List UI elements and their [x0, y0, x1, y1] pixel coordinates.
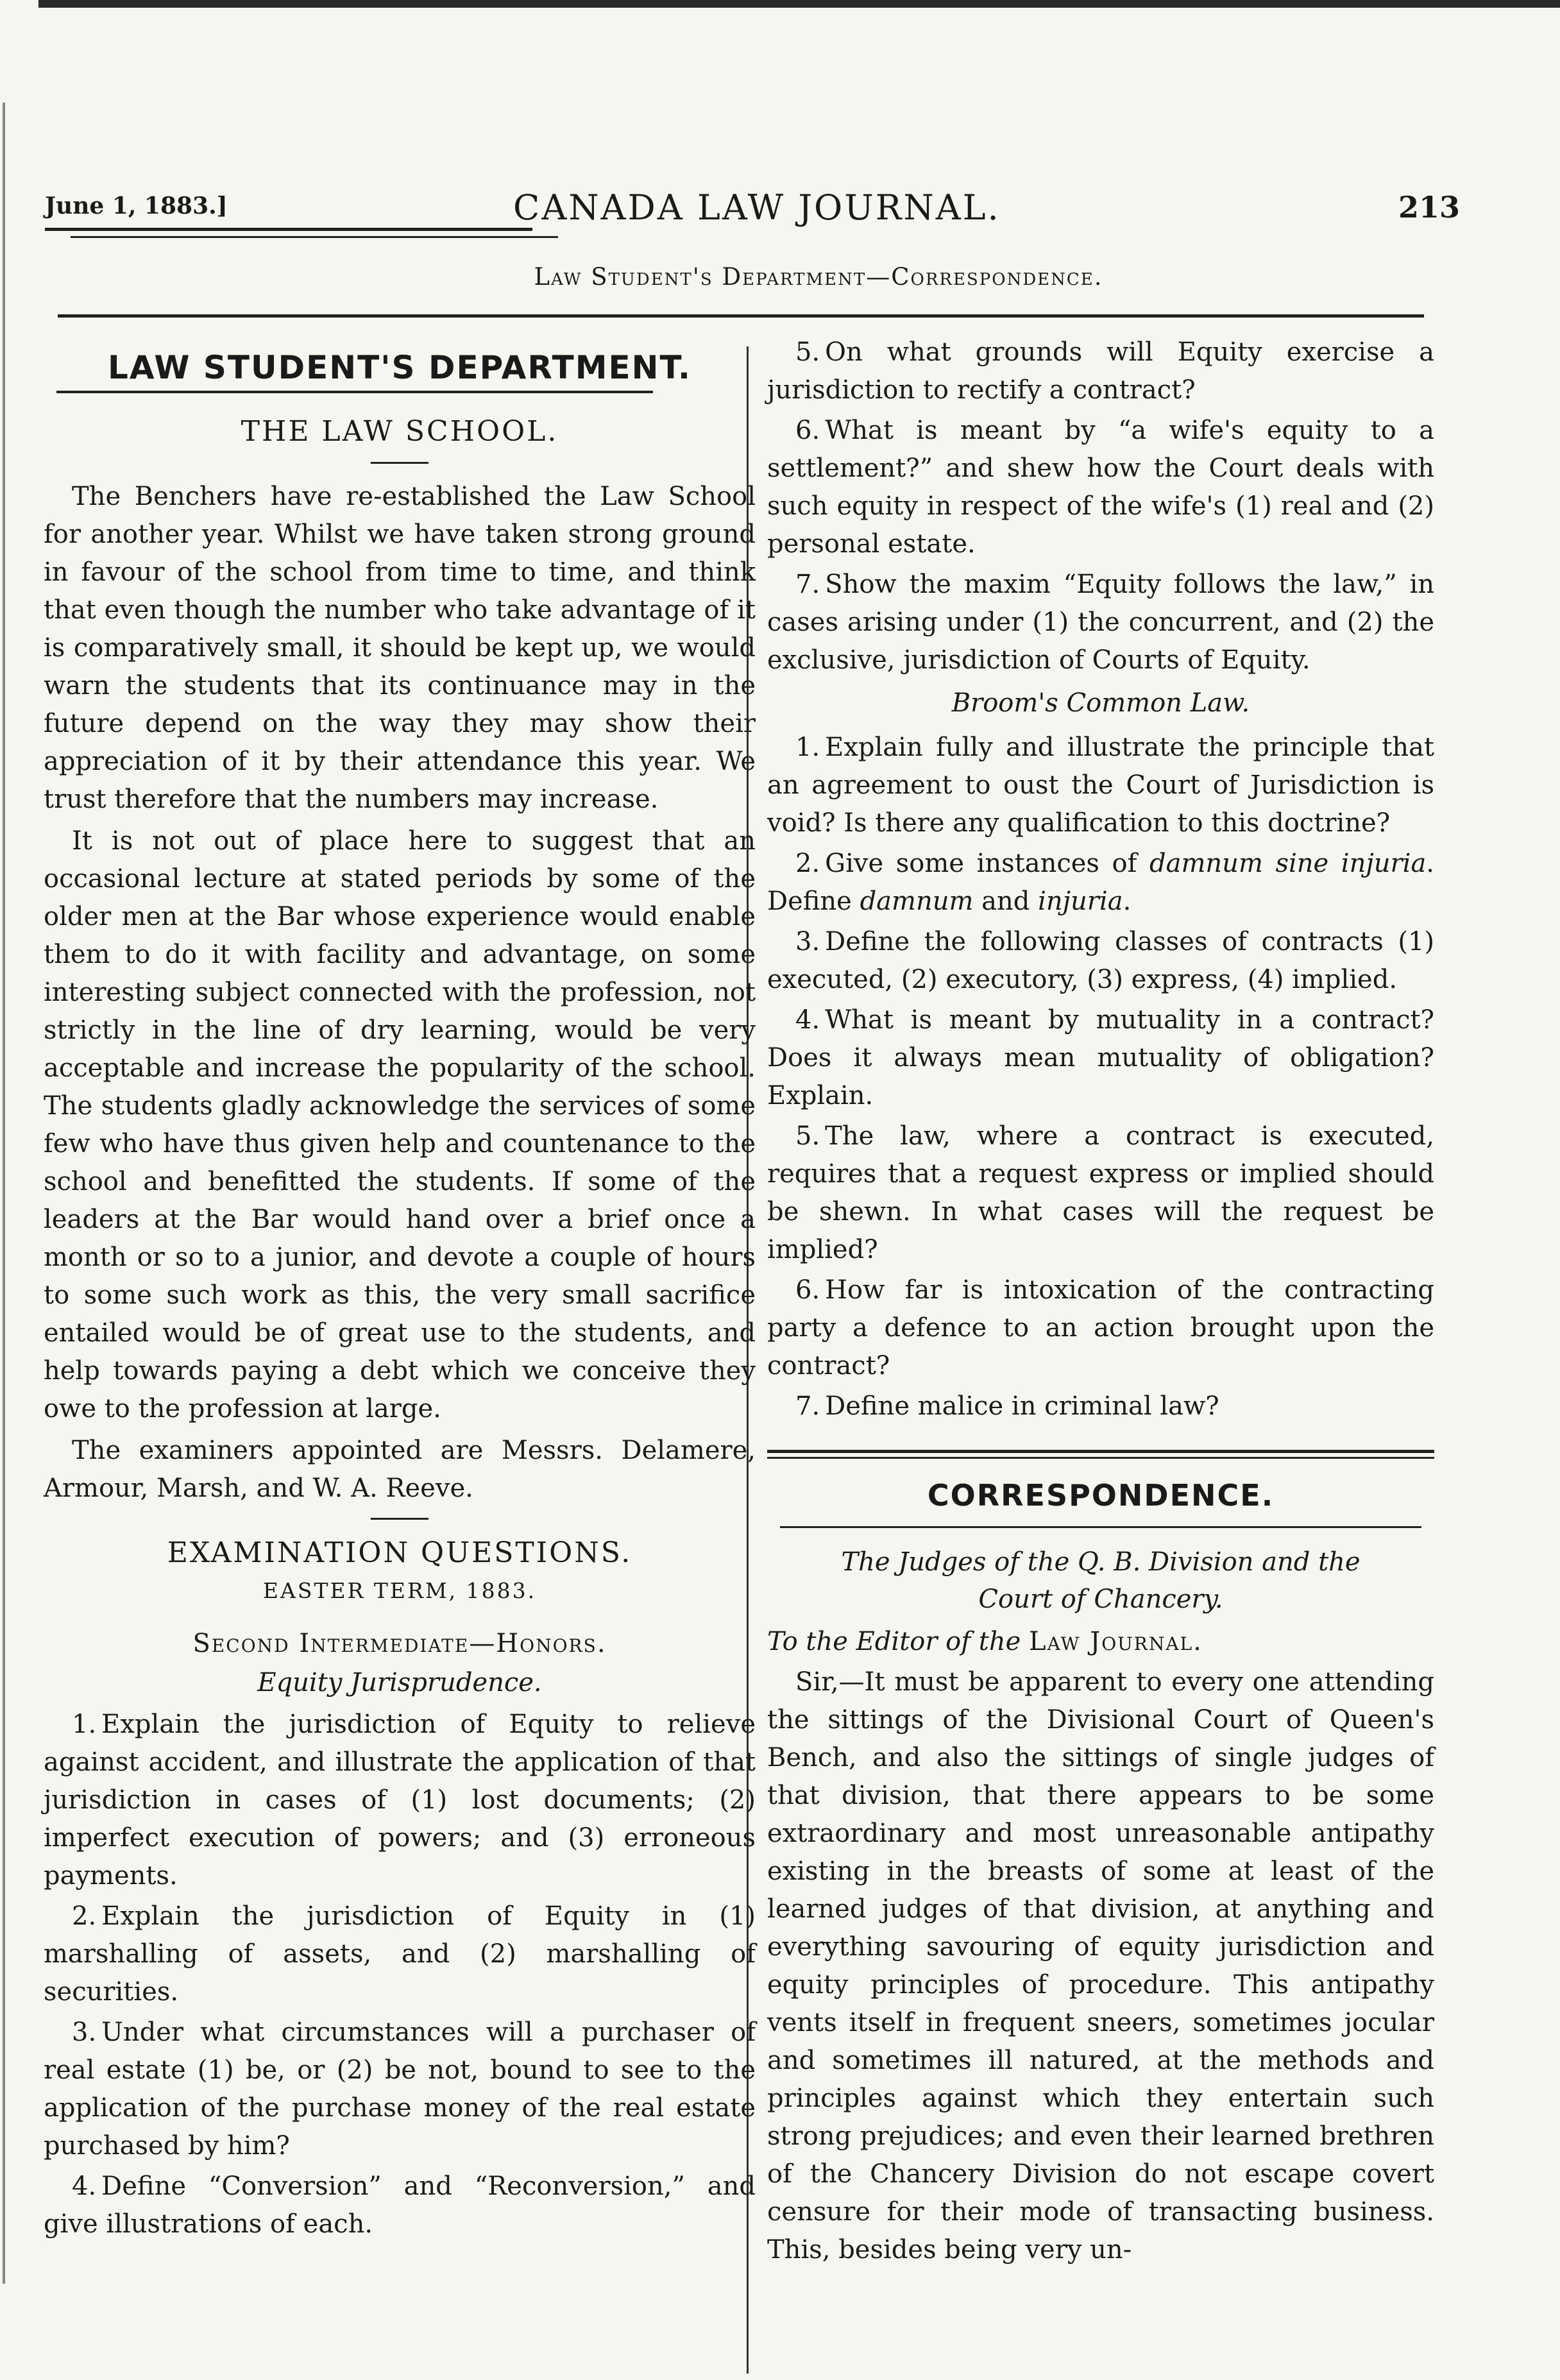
question-text-e: and — [973, 887, 1039, 916]
equity-heading: Equity Jurisprudence. — [257, 1668, 542, 1697]
department-title-rule — [56, 391, 653, 393]
exam-level: Second Intermediate—Honors. — [192, 1629, 607, 1658]
to-editor-prefix: To the Editor of the — [767, 1627, 1021, 1656]
question-text: How far is intoxication of the contracting party a defence to an action brought upon the contract? — [767, 1275, 1434, 1381]
right-column — [767, 334, 1434, 2273]
question-text: Show the maxim “Equity follows the law,” in cases arising under (1) the concurrent, and (2) the exclusive, jurisdiction of Courts of Equity. — [767, 570, 1434, 675]
question-text-a: Give some instances of — [825, 849, 1150, 878]
latin-term: injuria — [1038, 887, 1123, 916]
broom-question-6 — [767, 1271, 1434, 1385]
question-text-g: . — [1123, 887, 1132, 916]
correspondence-heading: CORRESPONDENCE. — [927, 1478, 1275, 1513]
equity-question-4 — [44, 2168, 756, 2243]
correspondence-rule — [780, 1526, 1421, 1528]
question-text: Explain fully and illustrate the principle that an agreement to oust the Court of Jurisdiction is void? Is there any qualification to this doctrine? — [767, 733, 1434, 838]
law-school-heading: THE LAW SCHOOL. — [241, 415, 559, 448]
question-number: 7. — [795, 1391, 820, 1421]
head-rule-2 — [71, 236, 558, 238]
left-column — [44, 334, 756, 2246]
question-number: 6. — [795, 416, 820, 445]
question-text: What is meant by mutuality in a contract? Does it always mean mutuality of obligation? Explain. — [767, 1005, 1434, 1110]
broom-question-1 — [767, 729, 1434, 842]
question-number: 5. — [795, 1121, 820, 1151]
issue-date: June 1, 1883.] — [45, 192, 228, 219]
equity-question-3 — [44, 2014, 756, 2165]
short-rule — [371, 462, 428, 464]
department-title: LAW STUDENT'S DEPARTMENT. — [108, 349, 691, 386]
short-rule — [371, 1518, 428, 1520]
equity-question-5 — [767, 334, 1434, 409]
question-text: Explain the jurisdiction of Equity in (1) marshalling of assets, and (2) marshalling of securities. — [44, 1901, 756, 2007]
equity-question-6 — [767, 412, 1434, 563]
head-rule-1 — [45, 228, 532, 231]
examiners-paragraph: The examiners appointed are Messrs. Delamere, Armour, Marsh, and W. A. Reeve. — [44, 1436, 756, 1503]
question-number: 3. — [795, 927, 820, 956]
question-number: 1. — [795, 733, 820, 762]
question-number: 6. — [795, 1275, 820, 1305]
question-text: Under what circumstances will a purchaser of real estate (1) be, or (2) be not, bound to see to the application of the purchase money of the real estate purchased by him? — [44, 2018, 756, 2161]
to-editor-journal: Law Journal. — [1029, 1627, 1203, 1656]
letter-body: Sir,—It must be apparent to every one attending the sittings of the Divisional Court of Queen's Bench, and also the sittings of single judges of that division, that there appears to be some extraordinary and most unreasonable antipathy existing in the breasts of some at least of the learned judges of that division, at anything and everything savouring of equity jurisdiction and equity principles of procedure. This antipathy vents itself in frequent sneers, sometimes jocular and sometimes ill natured, at the methods and principles against which they entertain such strong prejudices; and even their learned brethren of the Chancery Division do not escape covert censure for their mode of transacting business. This, besides being very un- — [767, 1667, 1434, 2265]
section-rule — [58, 314, 1424, 318]
broom-question-2 — [767, 845, 1434, 921]
law-school-paragraph-2: It is not out of place here to suggest that an occasional lecture at stated periods by some of the older men at the Bar whose experience would enable them to do it with facility and advantage, on some interesting subject connected with the profession, not strictly in the line of dry learning, would be very acceptable and increase the popularity of the school. The students gladly acknowledge the services of some few who have thus given help and countenance to the school and benefitted the students. If some of the leaders at the Bar would hand over a brief once a month or so to a junior, and devote a couple of hours to some such work as this, the very small sacrifice entailed would be of great use to the students, and help towards paying a debt which we conceive they owe to the profession at large. — [44, 826, 756, 1424]
letter-title-line-1: The Judges of the Q. B. Division and the — [841, 1547, 1361, 1577]
question-number: 2. — [72, 1901, 97, 1931]
question-text: On what grounds will Equity exercise a jurisdiction to rectify a contract? — [767, 337, 1434, 405]
question-number: 4. — [72, 2172, 97, 2201]
latin-term: damnum sine injuria — [1149, 849, 1427, 878]
latin-term: damnum — [860, 887, 974, 916]
broom-heading: Broom's Common Law. — [951, 688, 1250, 718]
question-text: Define malice in criminal law? — [825, 1391, 1219, 1421]
question-number: 1. — [72, 1710, 97, 1739]
top-edge-rule — [38, 0, 1560, 8]
running-head — [45, 173, 1461, 228]
equity-question-1 — [44, 1706, 756, 1895]
question-text-c: . Define — [767, 849, 1435, 916]
exam-term: EASTER TERM, 1883. — [262, 1578, 537, 1603]
broom-question-4 — [767, 1001, 1434, 1115]
question-text: The law, where a contract is executed, requires that a request express or implied should be shewn. In what cases will the request be implied? — [767, 1121, 1434, 1264]
letter-title-line-2: Court of Chancery. — [978, 1585, 1223, 1614]
question-text: Define the following classes of contracts (1) executed, (2) executory, (3) express, (4) implied. — [767, 927, 1434, 994]
question-number: 2. — [795, 849, 820, 878]
question-number: 3. — [72, 2018, 97, 2047]
page-number: 213 — [1398, 190, 1461, 225]
to-editor-line — [767, 1623, 1434, 1661]
law-school-paragraph-1: The Benchers have re-established the Law School for another year. Whilst we have taken strong ground in favour of the school from time to time, and think that even though the number who take advantage of it is comparatively small, it should be kept up, we would warn the students that its continuance may in the future depend on the way they may show their appreciation of it by their attendance this year. We trust therefore that the numbers may increase. — [44, 482, 756, 814]
question-text: What is meant by “a wife's equity to a settlement?” and shew how the Court deals with such equity in respect of the wife's (1) real and (2) personal estate. — [767, 416, 1434, 559]
question-number: 7. — [795, 570, 820, 599]
broom-question-7 — [767, 1388, 1434, 1425]
section-header: Law Student's Department—Correspondence. — [534, 263, 1103, 291]
correspondence-double-rule — [767, 1450, 1434, 1459]
broom-question-3 — [767, 923, 1434, 999]
equity-question-7 — [767, 566, 1434, 679]
journal-title: CANADA LAW JOURNAL. — [513, 187, 1001, 228]
question-number: 5. — [795, 337, 820, 367]
question-text: Explain the jurisdiction of Equity to relieve against accident, and illustrate the application of that jurisdiction in cases of (1) lost documents; (2) imperfect execution of powers; and (3) erroneous payments. — [44, 1710, 756, 1891]
letter-title — [767, 1543, 1434, 1618]
equity-question-2 — [44, 1898, 756, 2011]
page-left-edge — [3, 103, 5, 2284]
question-number: 4. — [795, 1005, 820, 1035]
broom-question-5 — [767, 1118, 1434, 1269]
exam-heading: EXAMINATION QUESTIONS. — [167, 1536, 632, 1569]
question-text: Define “Conversion” and “Reconversion,” and give illustrations of each. — [44, 2172, 756, 2239]
